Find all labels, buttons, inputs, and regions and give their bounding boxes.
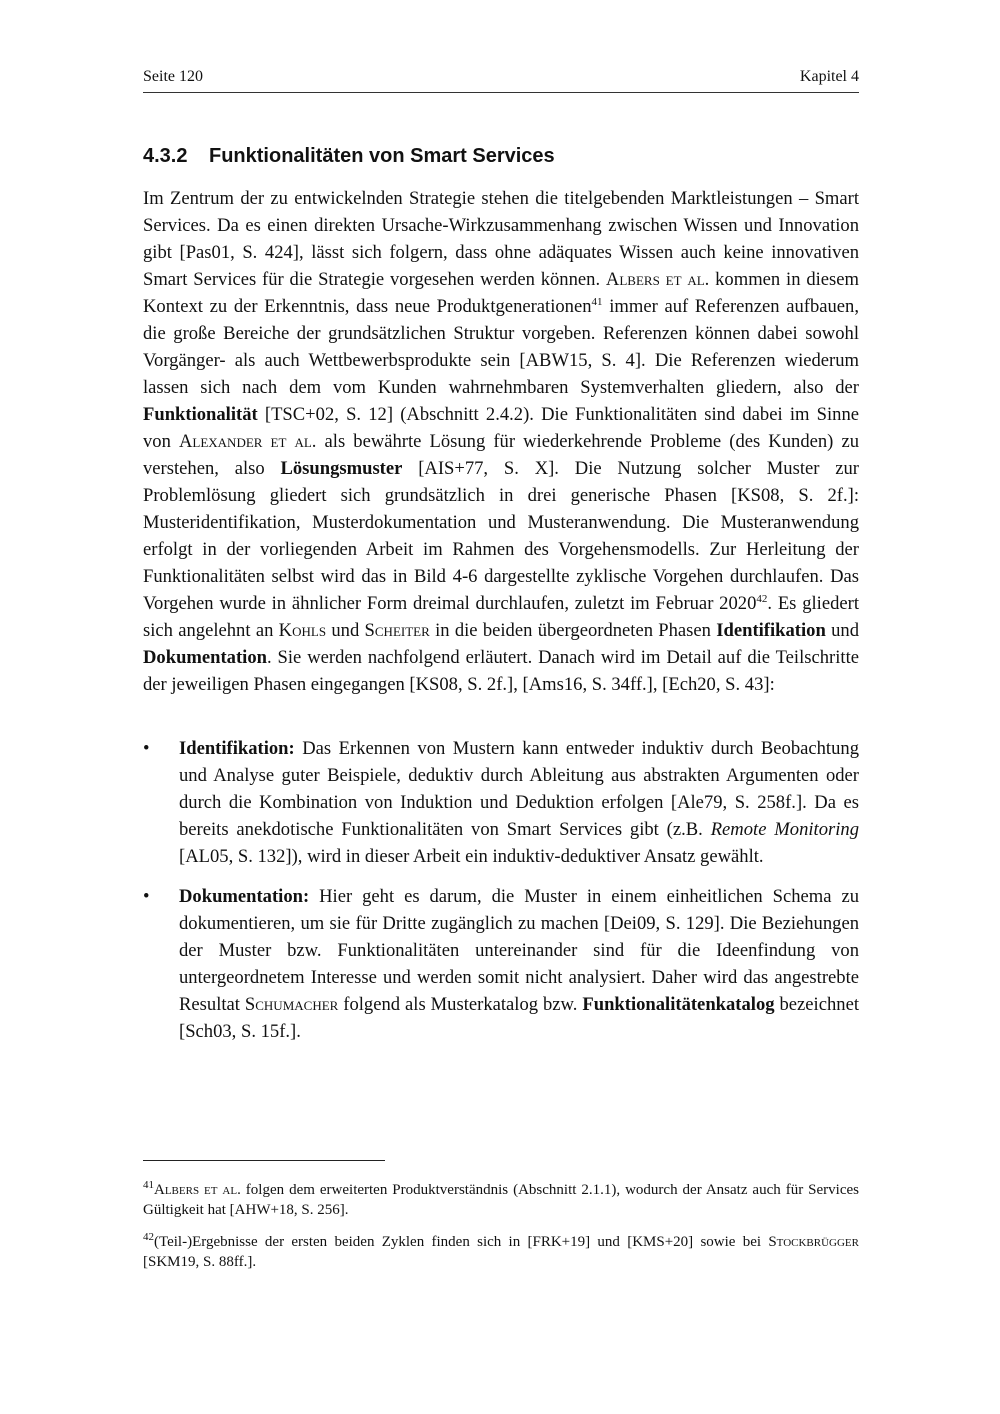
bullet-term: Identifikation: [179,738,295,759]
text-run: . Es gliedert sich angelehnt an [143,593,859,641]
bold-term: Funktionalitätenkatalog [582,994,775,1015]
author-name: Scheiter [364,620,430,641]
text-run: [AL05, S. 132]), wird in dieser Arbeit ein induktiv-deduktiver Ansatz gewählt. [179,846,764,867]
footnote [143,1180,859,1220]
bold-term: Funktionalität [143,404,258,425]
text-run: bezeichnet [Sch03, S. 15f.]. [179,994,859,1042]
bullet-marker: • [143,738,150,759]
main-paragraph [143,185,859,698]
phase-list [143,735,859,1058]
footnote-divider [143,1160,385,1161]
bullet-marker: • [143,886,150,907]
text-run: Das Erkennen von Mustern kann entweder induktiv durch Beobachtung und Analyse guter Beispiele, deduktiv durch Ableitung aus abstrakten Argumenten oder durch die Kombination von Induktion und Deduktion erfolgen [Ale79, S. 258f.]. Da es bereits anekdotische Funktionalitäten von Smart Services gibt (z.B. [179,738,859,840]
author-name: Albers et al. [605,269,710,290]
bullet-term: Dokumentation: [179,886,310,907]
list-item [143,735,859,870]
text-run: [SKM19, S. 88ff.]. [143,1254,257,1270]
chapter-label: Kapitel 4 [799,68,859,85]
text-run: in die beiden übergeordneten Phasen [429,620,717,641]
page-number: Seite 120 [143,68,203,85]
text-run: folgend als Musterkatalog bzw. [338,994,583,1015]
text-run: folgen dem erweiterten Produktverständnis (Abschnitt 2.1.1), wodurch der Ansatz auch für Services Gültigkeit hat [AHW+18, S. 256]. [143,1182,859,1218]
list-item [143,883,859,1045]
text-run: und [825,620,859,641]
text-run: als bewährte Lösung für wiederkehrende Probleme (des Kunden) zu verstehen, also [143,431,859,479]
author-name: Kohls [278,620,327,641]
text-run: . Sie werden nachfolgend erläutert. Danach wird im Detail auf die Teilschritte der jeweiligen Phasen eingegangen [KS08, S. 2f.], [Ams16, S. 34ff.], [Ech20, S. 43]: [143,647,859,695]
text-run: kommen in diesem Kontext zu der Erkenntnis, dass neue Produktgenerationen [143,269,859,317]
text-run: immer auf Referenzen aufbauen, die große Bereiche der grundsätzlichen Struktur vorgeben. Referenzen können dabei sowohl Vorgänger- als auch Wettbewerbsprodukte sein [ABW15, S. 4]. Die Referenzen wiederum lassen sich nach dem vom Kunden wahrnehmbaren Systemverhalten gliedern, also der [143,296,859,398]
text-run: (Teil-)Ergebnisse der ersten beiden Zyklen finden sich in [FRK+19] und [KMS+20] sowie bei [154,1234,769,1250]
author-name: Schumacher [244,994,339,1015]
footnote-number: 41 [143,1179,154,1191]
section-heading [143,145,859,168]
footnote-ref: 42 [756,592,768,605]
bold-term: Identifikation [716,620,826,641]
text-run: Im Zentrum der zu entwickelnden Strategie stehen die titelgebenden Marktleistungen – Smart Services. Da es einen direkten Ursache-Wirkzusammenhang zwischen Wissen und Innovation gibt [Pas01, S. 424], lässt sich folgern, dass ohne adäquates Wissen auch keine innovativen Smart Services für die Strategie vorgesehen werden können. [143,188,859,290]
footnotes [143,1180,859,1284]
author-name: Albers et al. [154,1182,241,1198]
bold-term: Lösungsmuster [280,458,403,479]
text-run: [TSC+02, S. 12] (Abschnitt 2.4.2). Die Funktionalitäten sind dabei im Sinne von [143,404,859,452]
author-name: Alexander et al. [178,431,317,452]
italic-term: Remote Monitoring [710,819,859,840]
footnote-ref: 41 [591,295,603,308]
footnote [143,1232,859,1272]
bold-term: Dokumentation [143,647,267,668]
text-run: Hier geht es darum, die Muster in einem einheitlichen Schema zu dokumentieren, um sie für Dritte zugänglich zu machen [Dei09, S. 129]. Die Beziehungen der Muster bzw. Funktionalitäten untereinander sind für die Ideenfindung von untergeordnetem Interesse und werden somit nicht analysiert. Daher wird das angestrebte Resultat [179,886,859,1015]
text-run: [AIS+77, S. X]. Die Nutzung solcher Muster zur Problemlösung gliedert sich grundsätzlich in drei generische Phasen [KS08, S. 2f.]: Musteridentifikation, Musterdokumentation und Musteranwendung. Die Musteranwendung erfolgt in der vorliegenden Arbeit im Rahmen des Vorgehensmodells. Zur Herleitung der Funktionalitäten selbst wird das in Bild 4-6 dargestellte zyklische Vorgehen durchlaufen. Das Vorgehen wurde in ähnlicher Form dreimal durchlaufen, zuletzt im Februar 2020 [143,458,859,614]
page-header [143,68,859,93]
footnote-number: 42 [143,1231,154,1243]
section-number: 4.3.2 [143,145,188,167]
text-run: und [326,620,365,641]
author-name: Stockbrügger [768,1234,859,1250]
section-title: Funktionalitäten von Smart Services [209,145,555,167]
